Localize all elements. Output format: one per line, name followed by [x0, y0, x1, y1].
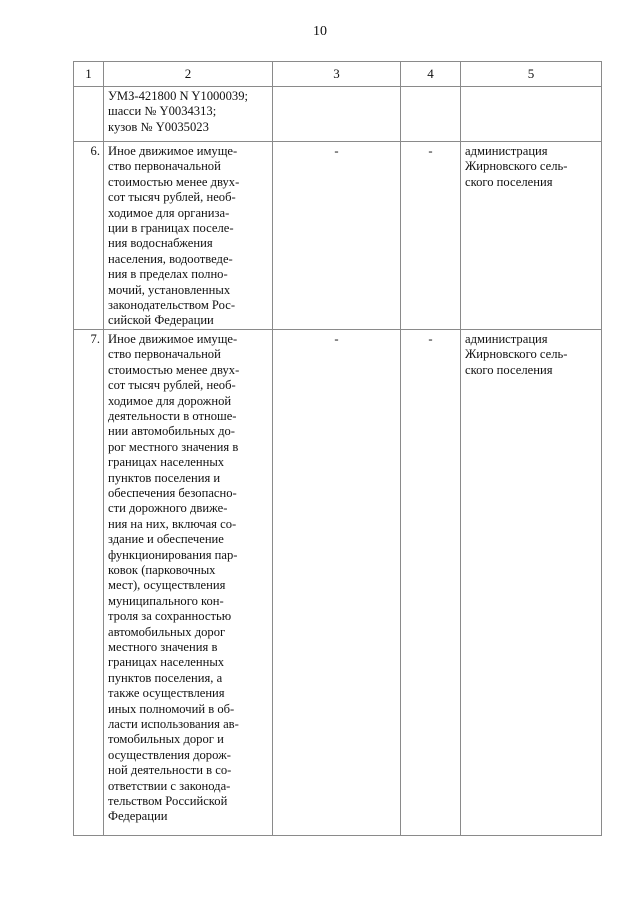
property-name-text: Иное движимое имуще- ство первоначальной стоимостью менее двух- сот тысяч рублей, необ- ходимое для организа- ции в границах поселе- ния водоснабжения населения, водоотведе- ния в пределах полно- мочий, установленных законодательством Рос- сийской Федерации — [108, 144, 240, 328]
table-header-row — [74, 62, 602, 87]
property-name — [104, 329, 273, 835]
column-4-value: - — [401, 142, 461, 330]
column-header: 4 — [401, 62, 461, 87]
property-name-text: УМЗ-421800 N Y1000039; шасси № Y0034313; кузов № Y0035023 — [108, 89, 248, 134]
column-4-value: - — [401, 329, 461, 835]
table-row — [74, 87, 602, 142]
column-header: 1 — [74, 62, 104, 87]
holder — [461, 329, 602, 835]
property-name — [104, 87, 273, 142]
column-3-value: - — [273, 142, 401, 330]
table-row — [74, 329, 602, 835]
row-number: 6. — [74, 142, 104, 330]
column-header: 5 — [461, 62, 602, 87]
row-number — [74, 87, 104, 142]
holder — [461, 142, 602, 330]
column-header: 3 — [273, 62, 401, 87]
column-4-value — [401, 87, 461, 142]
column-3-value: - — [273, 329, 401, 835]
row-number: 7. — [74, 329, 104, 835]
holder-text: администрация Жирновского сель- ского поселения — [465, 331, 568, 377]
column-3-value — [273, 87, 401, 142]
holder-text: администрация Жирновского сель- ского поселения — [465, 144, 568, 189]
property-table — [73, 61, 602, 836]
column-header: 2 — [104, 62, 273, 87]
page-number: 10 — [313, 24, 327, 39]
property-name-text: Иное движимое имуще- ство первоначальной стоимостью менее двух- сот тысяч рублей, необ- ходимое для дорожной деятельности в отноше- нии автомобильных до- рог местного значения в границах населенных пунктов поселения и обеспечения безопасно- сти дорожного движе- ния на них, включая со- здание и обеспечение функционирования пар- ковок (парковочных мест), осуществления муниципального кон- троля за сохранностью автомобильных дорог местного значения в границах населенных пунктов поселения, а также осуществления иных полномочий в об- ласти использования ав- томобильных дорог и осуществления дорож- ной деятельности в со- ответствии с законода- тельством Российской Федерации — [108, 331, 240, 824]
table-row — [74, 142, 602, 330]
property-name — [104, 142, 273, 330]
holder — [461, 87, 602, 142]
